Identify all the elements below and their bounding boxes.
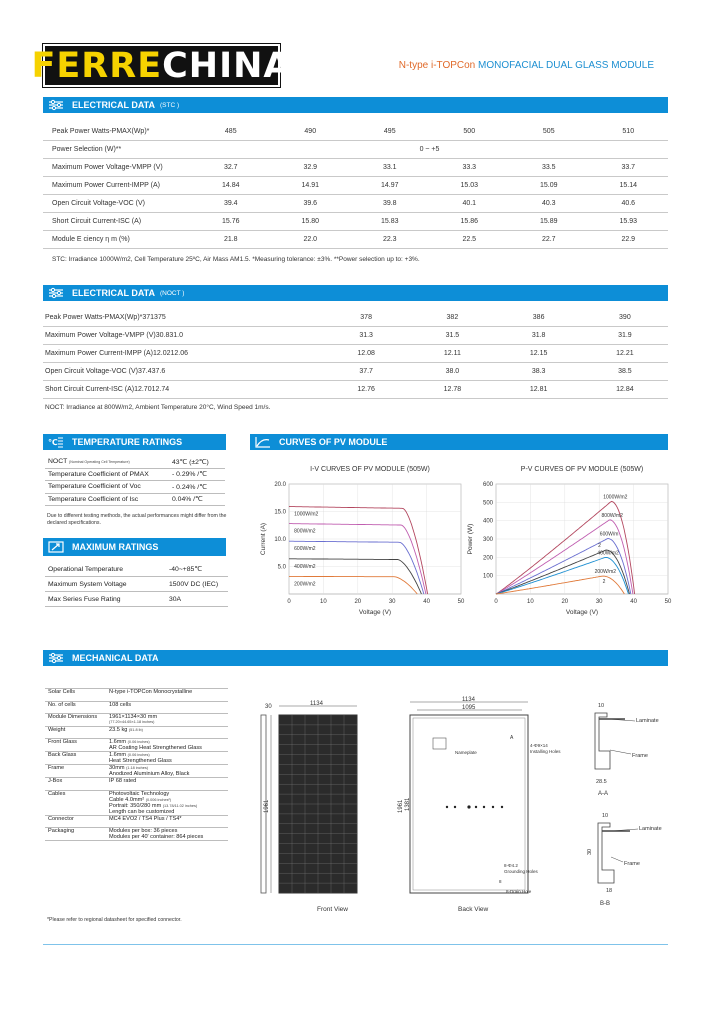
x-axis-label: Voltage (V)	[565, 609, 599, 616]
stc-table	[43, 123, 668, 249]
table-row: Maximum Power Voltage-VMPP (V)30.831.0 31.3 31.5 31.8 31.9	[43, 327, 668, 345]
maximum-table	[45, 562, 228, 607]
svg-text:℃: ℃	[48, 438, 58, 447]
y-tick-label: 100	[482, 573, 493, 580]
dim-1134-label: 1134	[310, 701, 323, 707]
section-header-maximum: MAXIMUM RATINGS	[43, 538, 226, 556]
nameplate-label: Nameplate	[455, 750, 477, 755]
dim-10-label-bb: 10	[602, 813, 609, 819]
y-tick-label: 500	[482, 500, 493, 507]
series-label: 1000W/m2	[603, 494, 628, 501]
table-row: Packaging Modules per box: 36 pieces Modules per 40' container: 864 pieces	[45, 828, 228, 841]
drain-hole-label: 8-Drain Hole	[506, 889, 532, 894]
laminate-label-bb: Laminate	[639, 826, 662, 832]
stc-note: STC: Irradiance 1000W/m2, Cell Temperature 25ºC, Air Mass AM1.5. *Measuring tolerance: ±3%. **Power selection up to: +3%.	[52, 256, 420, 263]
table-row: Power Selection (W)** 0 ~ +5	[43, 141, 668, 159]
iv-chart-title: I-V CURVES OF PV MODULE (505W)	[310, 466, 430, 473]
series-label: 2	[598, 543, 601, 549]
y-tick-label: 200	[482, 555, 493, 562]
ferrechina-logo: FERRE CHINA	[31, 45, 292, 86]
dim-1961-back: 1961	[398, 799, 404, 813]
table-row: Maximum Power Current-IMPP (A) 14.84 14.91 14.97 15.03 15.09 15.14	[43, 177, 668, 195]
document-title: N-type i-TOPCon MONOFACIAL DUAL GLASS MODULE	[398, 60, 654, 71]
pv-chart	[462, 476, 677, 616]
x-tick-label: 30	[595, 599, 603, 605]
pv-chart-title: P-V CURVES OF PV MODULE (505W)	[520, 466, 644, 473]
section-header-mechanical: MECHANICAL DATA	[43, 650, 668, 666]
table-row: Max Series Fuse Rating 30A	[45, 592, 228, 607]
table-row: Temperature Coefficient of Isc 0.04% /℃	[45, 493, 225, 506]
temperature-table	[45, 456, 225, 506]
series-label: 600W/m2	[294, 546, 316, 553]
x-tick-label: 40	[630, 599, 637, 605]
series-label: 400W/m2	[597, 550, 619, 557]
settings-sliders-icon	[48, 99, 64, 111]
y-axis-label: Current (A)	[260, 522, 267, 556]
y-tick-label: 20.0	[274, 482, 286, 488]
grounding-holes-label: Grounding Holes	[504, 869, 538, 874]
dim-1381-label: 1381	[405, 797, 411, 811]
laminate-label-aa: Laminate	[636, 718, 659, 724]
mechanical-table	[45, 688, 228, 841]
x-tick-label: 10	[320, 599, 327, 605]
y-tick-label: 600	[482, 482, 493, 488]
section-header-noct: ELECTRICAL DATA (NOCT )	[43, 285, 668, 301]
x-tick-label: 50	[457, 599, 465, 605]
table-row: J-Box IP 68 rated	[45, 778, 228, 791]
y-tick-label: 5.0	[277, 564, 286, 571]
x-tick-label: 0	[287, 599, 291, 605]
table-row: Back Glass 1.6mm (0.06 inches) Heat Strengthened Glass	[45, 752, 228, 765]
section-bb	[587, 813, 662, 907]
section-header-temperature: ℃ TEMPERATURE RATINGS	[43, 434, 226, 450]
aa-mark: A	[510, 735, 514, 741]
x-tick-label: 10	[527, 599, 534, 605]
front-view-label: Front View	[317, 906, 348, 913]
table-row: Module Dimensions 1961×1134×30 mm (77.20×44.65×1.18 inches)	[45, 714, 228, 727]
table-row: Module E ciency η m (%) 21.8 22.0 22.3 22.5 22.7 22.9	[43, 231, 668, 249]
expand-icon	[48, 541, 64, 553]
grounding-holes-spec: 8-Φ4.2	[504, 863, 518, 868]
series-label: 800W/m2	[294, 528, 316, 535]
series-label: 400W/m2	[294, 563, 316, 570]
table-row: Maximum System Voltage 1500V DC (IEC)	[45, 577, 228, 592]
x-tick-label: 0	[494, 599, 498, 605]
table-row: Connector MC4 EVO2 / TS4 Plus / TS4*	[45, 815, 228, 828]
x-tick-label: 40	[423, 599, 430, 605]
section-header-curves: CURVES OF PV MODULE	[250, 434, 668, 450]
y-tick-label: 10.0	[274, 537, 286, 543]
table-row: Maximum Power Voltage-VMPP (V) 32.7 32.9 33.1 33.3 33.5 33.7	[43, 159, 668, 177]
footer-divider	[43, 944, 668, 945]
section-header-stc: ELECTRICAL DATA (STC )	[43, 97, 668, 113]
side-profile	[261, 704, 272, 893]
table-row: Temperature Coefficient of PMAX - 0.29% /℃	[45, 468, 225, 481]
x-axis-label: Voltage (V)	[358, 609, 392, 616]
dim-8-label: 8	[499, 879, 502, 884]
section-aa-label: A-A	[598, 791, 609, 797]
series-line	[496, 539, 631, 594]
table-row: Open Circuit Voltage-VOC (V)37.437.6 37.7 38.0 38.3 38.5	[43, 363, 668, 381]
thermometer-icon	[48, 436, 64, 448]
table-row: Cables Photovoltaic Technology Cable 4.0mm² (0.006 inches²) Portrait: 350/280 mm (13.78/11.02 inches) Length can be customized	[45, 790, 228, 815]
y-tick-label: 400	[482, 518, 493, 525]
table-row: Operational Temperature -40~+85℃	[45, 562, 228, 577]
table-row: Temperature Coefficient of Voc - 0.24% /℃	[45, 481, 225, 494]
frame-label-bb: Frame	[624, 861, 640, 867]
table-row: Weight 23.5 kg (51.8 lb)	[45, 726, 228, 739]
curve-chart-icon	[255, 436, 271, 448]
y-tick-label: 15.0	[274, 509, 286, 516]
table-row: Maximum Power Current-IMPP (A)12.0212.06 12.08 12.11 12.15 12.21	[43, 345, 668, 363]
back-view-label: Back View	[458, 906, 489, 913]
table-row: Peak Power Watts-PMAX(Wp)* 485 490 495 500 505 510	[43, 123, 668, 141]
table-row: Frame 30mm (1.18 inches) Anodized Aluminium Alloy, Black	[45, 765, 228, 778]
series-label: 200W/m2	[294, 581, 316, 588]
temperature-note: Due to different testing methods, the actual performances might differ from the declared specifications.	[47, 513, 227, 526]
table-row: Short Circuit Current-ISC (A)12.7012.74 12.76 12.78 12.81 12.84	[43, 381, 668, 399]
series-label: 800W/m2	[601, 512, 623, 519]
dim-18-label: 18	[606, 888, 613, 894]
dim-1134-back: 1134	[462, 697, 475, 703]
table-row: No. of cells 108 cells	[45, 701, 228, 714]
settings-sliders-icon	[48, 652, 64, 664]
dim-1095-label: 1095	[462, 705, 476, 711]
series-label: 1000W/m2	[294, 511, 319, 518]
table-row: Solar Cells N-type i-TOPCon Monocrystalline	[45, 689, 228, 702]
noct-table	[43, 309, 668, 399]
section-bb-label: B-B	[600, 901, 611, 907]
series-label: 2	[602, 579, 606, 585]
section-aa	[595, 703, 659, 797]
x-tick-label: 50	[664, 599, 672, 605]
noct-note: NOCT: Irradiance at 800W/m2, Ambient Temperature 20°C, Wind Speed 1m/s.	[45, 404, 271, 411]
settings-sliders-icon	[48, 287, 64, 299]
dim-10-label: 10	[598, 703, 605, 709]
table-row: Short Circuit Current-ISC (A) 15.76 15.80 15.83 15.86 15.89 15.93	[43, 213, 668, 231]
dim-1961-label: 1961	[264, 799, 270, 813]
x-tick-label: 20	[354, 599, 362, 605]
installing-holes-label: Installing Holes	[530, 749, 561, 754]
table-row: NOCT (Nominal Operating Cell Temperature) 43℃ (±2℃)	[45, 456, 225, 468]
y-axis-label: Power (W)	[467, 523, 474, 555]
table-row: Open Circuit Voltage-VOC (V) 39.4 39.6 39.8 40.1 40.3 40.6	[43, 195, 668, 213]
frame-label-aa: Frame	[632, 753, 648, 759]
mechanical-note: *Please refer to regional datasheet for specified connector.	[47, 917, 182, 923]
y-tick-label: 300	[482, 537, 493, 543]
dim-30-label-bb: 30	[587, 848, 593, 855]
front-view	[264, 701, 357, 913]
dim-30-label: 30	[265, 704, 272, 710]
series-label: 200W/m2	[594, 569, 617, 576]
dim-28-5-label: 28.5	[596, 779, 607, 785]
module-drawings	[250, 695, 680, 920]
table-row: Front Glass 1.6mm (0.06 inches) AR Coating Heat Strengthened Glass	[45, 739, 228, 752]
x-tick-label: 30	[388, 599, 396, 605]
series-label: 600W/m	[599, 531, 619, 538]
back-view	[398, 697, 561, 913]
iv-chart	[255, 476, 470, 616]
installing-holes-spec: 4-Φ9×14	[530, 743, 548, 748]
x-tick-label: 20	[561, 599, 569, 605]
table-row: Peak Power Watts-PMAX(Wp)*371375 378 382 386 390	[43, 309, 668, 327]
